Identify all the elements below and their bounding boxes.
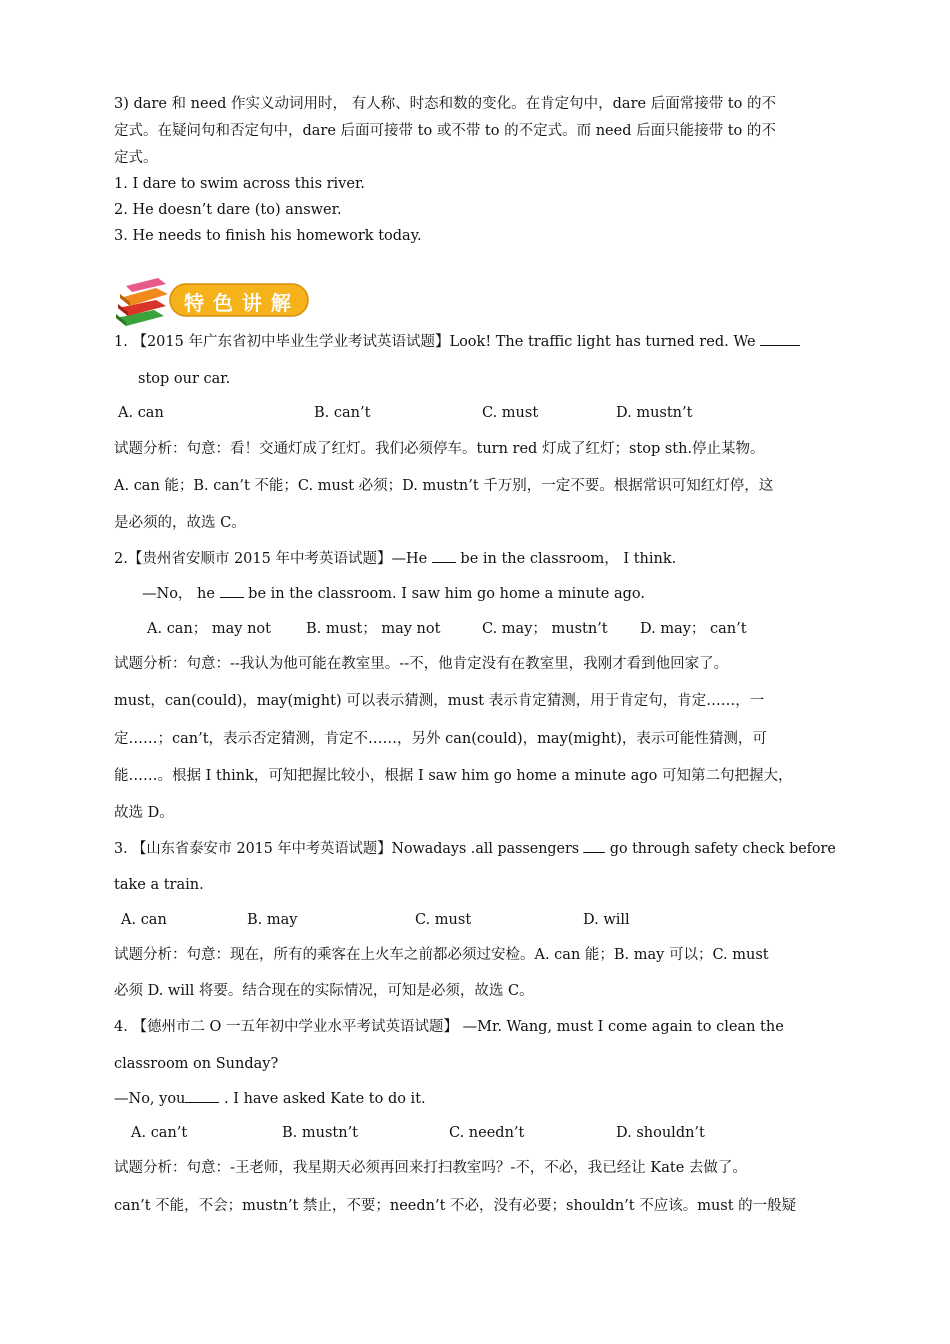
q2-stem-text-4: be in the classroom. I saw him go home a minute ago.	[243, 586, 645, 602]
q2-stem-text-2: be in the classroom， I think.	[455, 551, 677, 567]
example-sentence-2: 2. He doesn’t dare (to) answer.	[114, 202, 342, 218]
q2-blank-1	[432, 550, 456, 563]
q1-option-a: A. can	[118, 405, 164, 421]
q4-analysis-line-1: 试题分析：句意：-王老师，我星期天必须再回来打扫教室吗？-不，不必，我已经让 Kate 去做了。	[114, 1160, 747, 1176]
intro-line-1: 3) dare 和 need 作实义动词用时， 有人称、时态和数的变化。在肯定句中，dare 后面常接带 to 的不	[114, 96, 776, 112]
q2-stem-line-1	[114, 549, 676, 569]
q2-analysis-line-2: must，can(could)，may(might) 可以表示猜测，must 表示肯定猜测，用于肯定句，肯定……，一	[114, 693, 765, 709]
q3-analysis-line-2: 必须 D. will 将要。结合现在的实际情况，可知是必须，故选 C。	[114, 983, 534, 999]
q1-option-c: C. must	[482, 405, 539, 421]
q3-stem-line-1	[114, 839, 836, 859]
q3-option-d: D. will	[583, 912, 630, 928]
q3-stem-line-2: take a train.	[114, 877, 204, 893]
q3-analysis-line-1: 试题分析：句意：现在，所有的乘客在上火车之前都必须过安检。A. can 能；B. may 可以；C. must	[114, 947, 769, 963]
section-banner	[112, 272, 312, 328]
q4-option-b: B. mustn’t	[282, 1125, 359, 1141]
q1-stem-line-1	[114, 332, 800, 352]
q1-blank	[760, 333, 800, 346]
q2-analysis-line-3: 定……；can’t，表示否定猜测，肯定不……，另外 can(could)，may(might)，表示可能性猜测，可	[114, 731, 767, 747]
q4-stem-line-2: classroom on Sunday?	[114, 1056, 279, 1072]
q4-option-d: D. shouldn’t	[616, 1125, 705, 1141]
q2-analysis-line-4: 能……。根据 I think，可知把握比较小，根据 I saw him go home a minute ago 可知第二句把握大，	[114, 768, 793, 784]
q2-analysis-line-1: 试题分析：句意：--我认为他可能在教室里。--不，他肯定没有在教室里，我刚才看到他回家了。	[114, 656, 729, 672]
intro-line-2: 定式。在疑问句和否定句中，dare 后面可接带 to 或不带 to 的不定式。而 need 后面只能接带 to 的不	[114, 123, 776, 139]
q2-stem-line-2	[142, 584, 645, 604]
q3-option-a: A. can	[121, 912, 167, 928]
q2-stem-text-3: —No， he	[142, 586, 220, 602]
q4-stem-text-2: . I have asked Kate to do it.	[219, 1091, 426, 1107]
q4-blank	[185, 1090, 219, 1103]
example-sentence-1: 1. I dare to swim across this river.	[114, 176, 365, 192]
q2-option-a: A. can； may not	[147, 621, 271, 637]
q3-stem-text-2: go through safety check before	[605, 841, 836, 857]
q1-stem-line-2: stop our car.	[138, 371, 231, 387]
q4-analysis-line-2: can’t 不能，不会；mustn’t 禁止，不要；needn’t 不必，没有必要；shouldn’t 不应该。must 的一般疑	[114, 1198, 797, 1214]
q2-option-b: B. must； may not	[306, 621, 441, 637]
q2-option-c: C. may； mustn’t	[482, 621, 608, 637]
q4-stem-text-1: —No, you	[114, 1091, 186, 1107]
q2-analysis-line-5: 故选 D。	[114, 805, 174, 821]
q1-analysis-line-2: A. can 能；B. can’t 不能；C. must 必须；D. mustn’t 千万别，一定不要。根据常识可知红灯停，这	[114, 478, 774, 494]
q3-option-b: B. may	[247, 912, 298, 928]
example-sentence-3: 3. He needs to finish his homework today.	[114, 228, 422, 244]
q4-stem-line-1: 4. 【德州市二 O 一五年初中学业水平考试英语试题】 —Mr. Wang, must I come again to clean the	[114, 1019, 784, 1035]
q4-option-c: C. needn’t	[449, 1125, 525, 1141]
q2-blank-2	[220, 585, 244, 598]
q4-stem-line-3	[114, 1089, 426, 1109]
banner-title: 特 色 讲 解	[184, 291, 292, 315]
intro-line-3: 定式。	[114, 150, 158, 166]
q1-option-d: D. mustn’t	[616, 405, 693, 421]
q1-option-b: B. can’t	[314, 405, 371, 421]
q4-option-a: A. can’t	[131, 1125, 188, 1141]
q2-stem-text-1: 2.【贵州省安顺市 2015 年中考英语试题】—He	[114, 551, 432, 567]
q1-analysis-line-3: 是必须的，故选 C。	[114, 515, 246, 531]
q1-analysis-line-1: 试题分析：句意：看！交通灯成了红灯。我们必须停车。turn red 灯成了红灯；stop sth.停止某物。	[114, 441, 765, 457]
q3-option-c: C. must	[415, 912, 472, 928]
q2-option-d: D. may； can’t	[640, 621, 747, 637]
q3-stem-text-1: 3. 【山东省泰安市 2015 年中考英语试题】Nowadays .all passengers	[114, 841, 584, 857]
q1-stem-text: 1. 【2015 年广东省初中毕业生学业考试英语试题】Look! The traffic light has turned red. We	[114, 334, 761, 350]
q3-blank	[584, 840, 606, 853]
